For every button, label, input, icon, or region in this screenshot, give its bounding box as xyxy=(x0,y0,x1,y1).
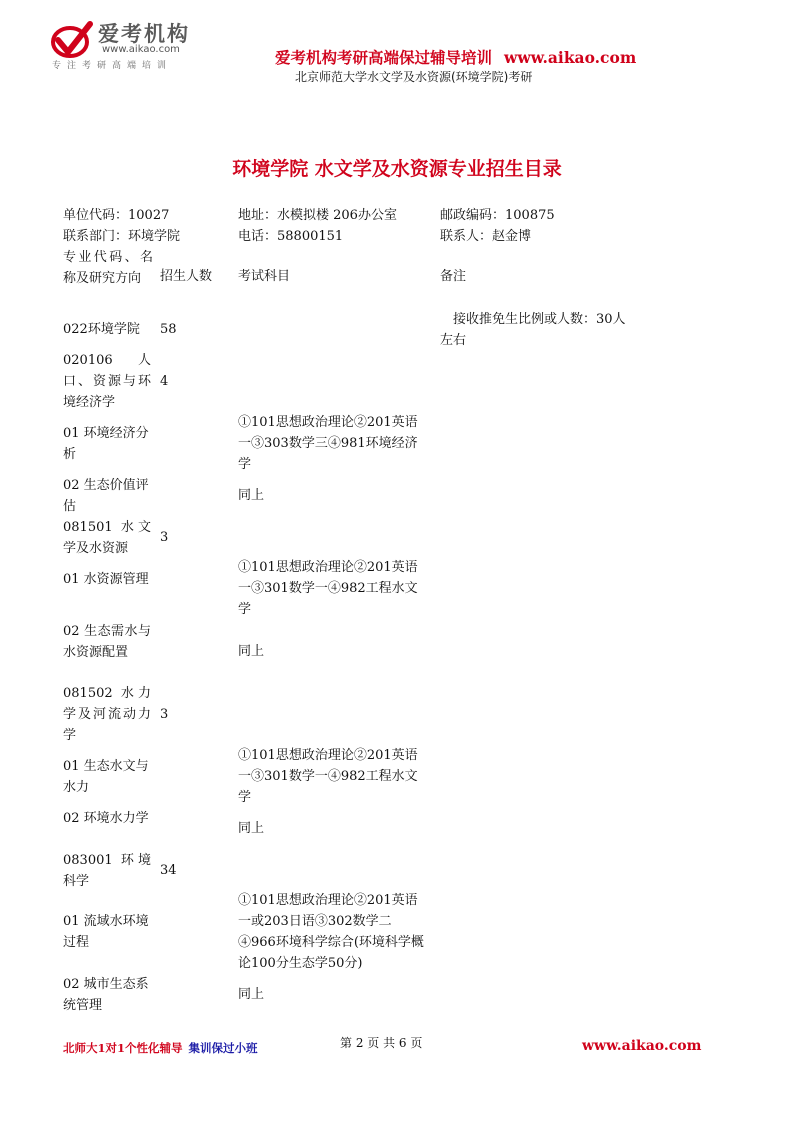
logo-title: 爱考机构 xyxy=(98,22,190,46)
row-major: 022环境学院 xyxy=(63,322,140,337)
row-major: 083001 环境科学 xyxy=(63,853,151,889)
header-headline-text: 爱考机构考研高端保过辅导培训 xyxy=(275,48,493,67)
row-subjects: 同上 xyxy=(238,488,265,503)
row-major: 02 生态需水与水资源配置 xyxy=(63,624,151,660)
row-major: 01 环境经济分析 xyxy=(63,426,149,462)
row-count: 58 xyxy=(160,322,177,337)
column-header-subjects: 考试科目 xyxy=(238,269,291,284)
row-major: 01 水资源管理 xyxy=(63,572,149,587)
row-subjects: ①101思想政治理论②201英语一或203日语③302数学二④966环境科学综合(环境科学概论100分生态学50分) xyxy=(238,893,424,971)
row-major: 020106人口、资源与环境经济学 xyxy=(63,353,151,410)
unit-code: 单位代码：10027 xyxy=(63,208,170,223)
row-major: 081501 水文学及水资源 xyxy=(63,520,151,556)
footer-promo-red: 北师大1对1个性化辅导 xyxy=(63,1041,183,1055)
row-count: 3 xyxy=(160,707,169,722)
column-header-major: 专业代码、名称及研究方向 xyxy=(63,250,153,286)
logo-slogan: 专注考研高端培训 xyxy=(52,61,173,71)
row-subjects: 同上 xyxy=(238,644,265,659)
logo-url: www.aikao.com xyxy=(102,44,180,55)
header-url-link[interactable]: www.aikao.com xyxy=(504,48,637,67)
brand-logo xyxy=(50,16,230,72)
page-title: 环境学院 水文学及水资源专业招生目录 xyxy=(232,158,562,180)
row-major: 02 环境水力学 xyxy=(63,811,149,826)
row-major: 02 生态价值评估 xyxy=(63,478,149,514)
footer-promo-blue: 集训保过小班 xyxy=(188,1041,258,1055)
row-major: 01 生态水文与水力 xyxy=(63,759,149,795)
address: 地址：水模拟楼 206办公室 xyxy=(238,208,397,223)
row-count: 4 xyxy=(160,374,169,389)
row-major: 02 城市生态系统管理 xyxy=(63,977,149,1013)
footer-promo xyxy=(63,1040,258,1056)
page-number: 第 2 页 共 6 页 xyxy=(340,1036,423,1050)
row-major: 01 流域水环境过程 xyxy=(63,914,149,950)
row-major: 081502 水力学及河流动力学 xyxy=(63,686,151,743)
contact: 联系人：赵金博 xyxy=(440,229,532,244)
department: 联系部门：环境学院 xyxy=(63,229,181,244)
column-header-count: 招生人数 xyxy=(160,269,213,284)
header-subline: 北京师范大学水文学及水资源(环境学院)考研 xyxy=(295,70,533,84)
header-headline xyxy=(275,46,636,68)
checkmark-logo-icon xyxy=(50,20,94,60)
row-subjects: 同上 xyxy=(238,821,265,836)
row-subjects: ①101思想政治理论②201英语一③301数学一④982工程水文学 xyxy=(238,560,418,617)
footer-url-link[interactable]: www.aikao.com xyxy=(582,1038,702,1054)
row-subjects: 同上 xyxy=(238,987,265,1002)
column-header-notes: 备注 xyxy=(440,269,467,284)
postcode: 邮政编码：100875 xyxy=(440,208,555,223)
row-count: 34 xyxy=(160,863,177,878)
row-subjects: ①101思想政治理论②201英语一③303数学三④981环境经济学 xyxy=(238,415,418,472)
row-count: 3 xyxy=(160,530,169,545)
phone: 电话：58800151 xyxy=(238,229,344,244)
row-subjects: ①101思想政治理论②201英语一③301数学一④982工程水文学 xyxy=(238,748,418,805)
row-notes: 接收推免生比例或人数：30人左右 xyxy=(440,312,626,348)
